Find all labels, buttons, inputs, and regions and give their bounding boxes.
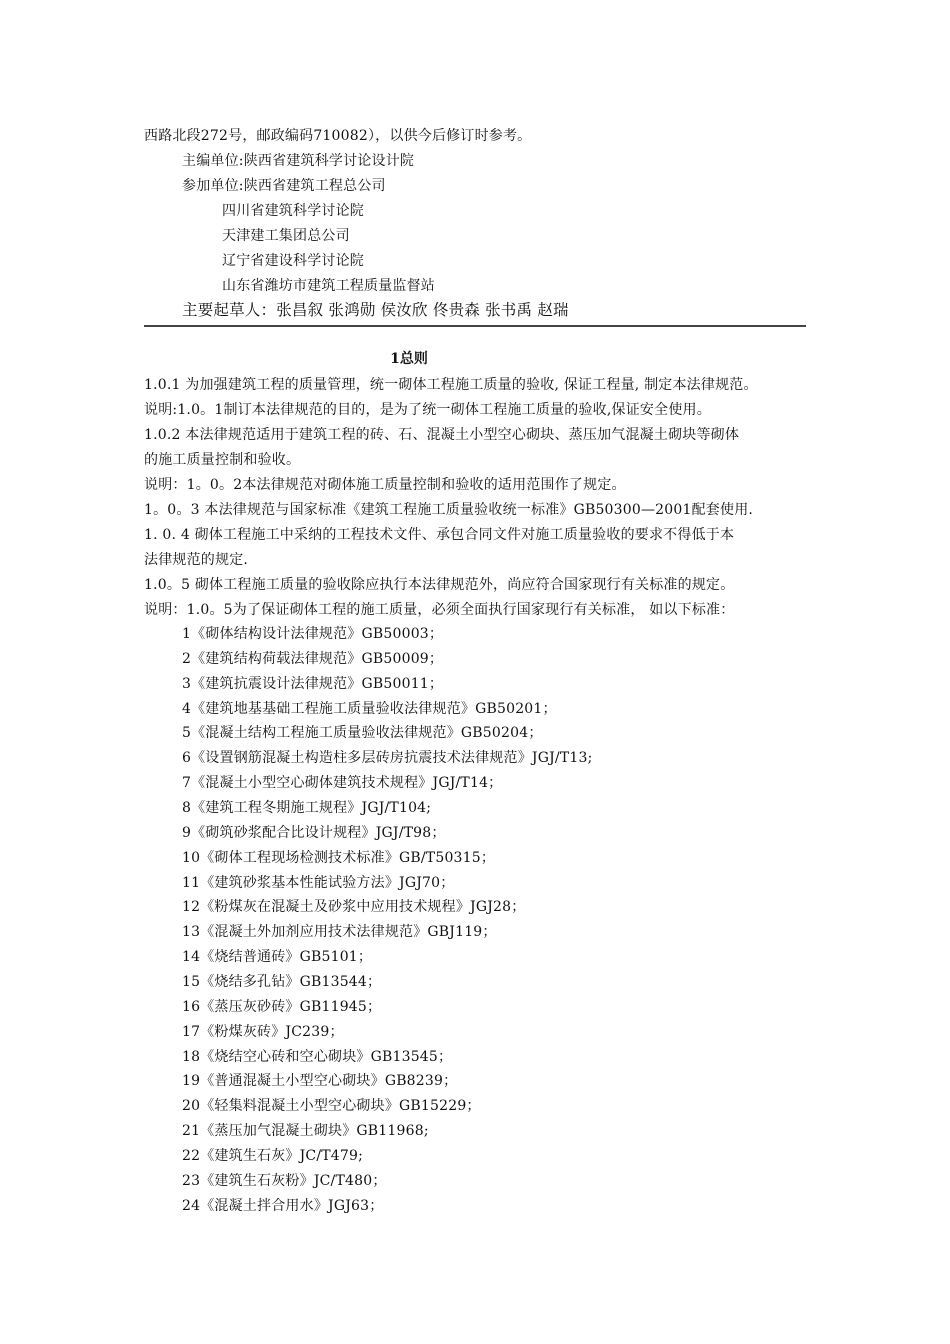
clause-paragraph: 1。0。3 本法律规范与国家标准《建筑工程施工质量验收统一标准》GB50300—2001配套使用. bbox=[144, 502, 754, 518]
list-item: 9《砌筑砂浆配合比设计规程》JGJ/T98； bbox=[182, 824, 446, 841]
participating-unit: 天津建工集团总公司 bbox=[222, 228, 350, 244]
list-item: 16《蒸压灰砂砖》GB11945； bbox=[182, 998, 382, 1015]
list-item: 7《混凝土小型空心砌体建筑技术规程》JGJ/T14； bbox=[182, 775, 503, 792]
list-item: 6《设置钢筋混凝土构造柱多层砖房抗震技术法律规范》JGJ/T13; bbox=[182, 750, 593, 767]
list-item: 19《普通混凝土小型空心砌块》GB8239； bbox=[182, 1073, 458, 1090]
clause-paragraph: 法律规范的规定. bbox=[144, 552, 249, 568]
separator-rule bbox=[144, 325, 806, 327]
participating-unit: 山东省潍坊市建筑工程质量监督站 bbox=[222, 278, 435, 294]
list-item: 1《砌体结构设计法律规范》GB50003； bbox=[182, 626, 444, 642]
list-item: 12《粉煤灰在混凝土及砂浆中应用技术规程》JGJ28； bbox=[182, 899, 526, 916]
address-continuation: 西路北段272号，邮政编码710082），以供今后修订时参考。 bbox=[144, 128, 532, 144]
clause-paragraph: 1.0.2 本法律规范适用于建筑工程的砖、石、混凝土小型空心砌块、蒸压加气混凝土砌块等砌体 bbox=[144, 427, 740, 443]
list-item: 8《建筑工程冬期施工规程》JGJ/T104; bbox=[182, 800, 432, 817]
list-item: 17《粉煤灰砖》JC239； bbox=[182, 1023, 344, 1040]
participating-unit: 参加单位:陕西省建筑工程总公司 bbox=[182, 178, 386, 194]
list-item: 22《建筑生石灰》JC/T479; bbox=[182, 1148, 364, 1165]
list-item: 18《烧结空心砖和空心砌块》GB13545； bbox=[182, 1048, 453, 1065]
list-item: 20《轻集料混凝土小型空心砌块》GB15229； bbox=[182, 1098, 481, 1115]
clause-paragraph: 的施工质量控制和验收。 bbox=[144, 452, 301, 468]
list-item: 3《建筑抗震设计法律规范》GB50011； bbox=[182, 675, 444, 692]
list-item: 11《建筑砂浆基本性能试验方法》JGJ70； bbox=[182, 874, 455, 891]
list-item: 13《混凝土外加剂应用技术法律规范》GBJ119； bbox=[182, 924, 497, 941]
chief-editor-unit: 主编单位:陕西省建筑科学讨论设计院 bbox=[182, 153, 415, 169]
list-item: 24《混凝土拌合用水》JGJ63； bbox=[182, 1197, 384, 1214]
list-item: 15《烧结多孔钻》GB13544； bbox=[182, 974, 382, 991]
explanation-paragraph: 说明:1.0。1制订本法律规范的目的，是为了统一砌体工程施工质量的验收,保证安全使用。 bbox=[144, 402, 711, 418]
list-item: 23《建筑生石灰粉》JC/T480； bbox=[182, 1172, 387, 1189]
explanation-paragraph: 说明：1.0。5为了保证砌体工程的施工质量，必须全面执行国家现行有关标准， 如以下标准： bbox=[144, 602, 735, 618]
list-item: 2《建筑结构荷载法律规范》GB50009； bbox=[182, 650, 444, 667]
chapter-title: 1总则 bbox=[390, 351, 428, 367]
standards-list bbox=[182, 624, 593, 1221]
explanation-paragraph: 说明：1。0。2本法律规范对砌体施工质量控制和验收的适用范围作了规定。 bbox=[144, 477, 626, 493]
list-item: 14《烧结普通砖》GB5101； bbox=[182, 949, 373, 966]
list-item: 21《蒸压加气混凝土砌块》GB11968; bbox=[182, 1123, 429, 1140]
list-item: 10《砌体工程现场检测技术标准》GB/T50315； bbox=[182, 849, 496, 866]
clause-paragraph: 1. 0. 4 砌体工程施工中采纳的工程技术文件、承包合同文件对施工质量验收的要求不得低于本 bbox=[144, 527, 735, 543]
main-drafters: 主要起草人：张昌叙 张鸿勋 侯汝欣 佟贵森 张书禹 赵瑞 bbox=[182, 301, 569, 319]
participating-unit: 辽宁省建设科学讨论院 bbox=[222, 253, 364, 269]
clause-paragraph: 1.0.1 为加强建筑工程的质量管理，统一砌体工程施工质量的验收, 保证工程量, 制定本法律规范。 bbox=[144, 377, 758, 393]
list-item: 4《建筑地基基础工程施工质量验收法律规范》GB50201； bbox=[182, 700, 557, 717]
list-item: 5《混凝土结构工程施工质量验收法律规范》GB50204； bbox=[182, 725, 543, 742]
clause-paragraph: 1.0。5 砌体工程施工质量的验收除应执行本法律规范外，尚应符合国家现行有关标准的规定。 bbox=[144, 577, 735, 593]
participating-unit: 四川省建筑科学讨论院 bbox=[222, 203, 364, 219]
